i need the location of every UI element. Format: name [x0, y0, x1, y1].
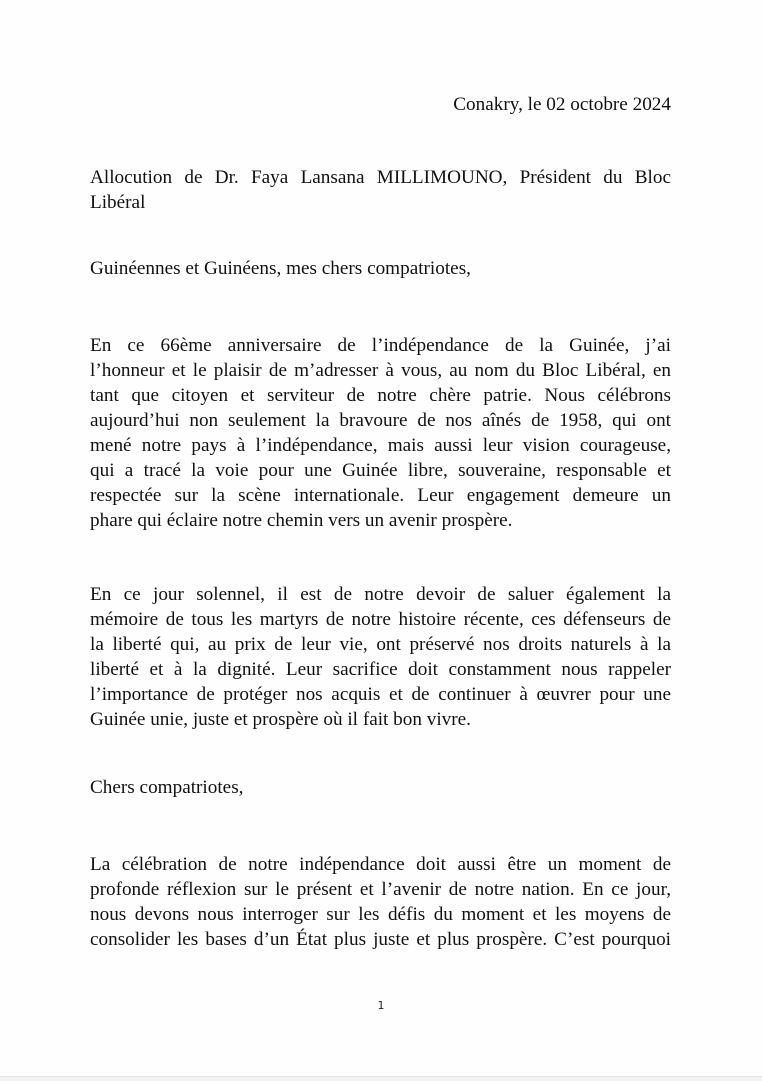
greeting — [90, 256, 671, 281]
paragraph-line: mémoire de tous les martyrs de notre histoire récente, ces défenseurs de — [90, 609, 671, 630]
paragraph-line: aujourd’hui non seulement la bravoure de nos aînés de 1958, qui ont — [90, 410, 671, 431]
page-number: 1 — [377, 999, 385, 1012]
paragraph-line: liberté et à la dignité. Leur sacrifice doit constamment nous rappeler — [90, 659, 671, 680]
paragraph-line: La célébration de notre indépendance doit aussi être un moment de — [90, 854, 671, 875]
title-line: Libéral — [90, 192, 146, 213]
page-bottom-edge — [0, 1076, 762, 1081]
salutation-line: Chers compatriotes, — [90, 777, 244, 798]
paragraph-line: nous devons nous interroger sur les défis du moment et les moyens de — [90, 904, 671, 925]
date-line: Conakry, le 02 octobre 2024 — [453, 94, 671, 115]
paragraph-line: l’honneur et le plaisir de m’adresser à vous, au nom du Bloc Libéral, en — [90, 360, 671, 381]
greeting-line: Guinéennes et Guinéens, mes chers compatriotes, — [90, 258, 471, 279]
paragraph-1 — [90, 333, 671, 533]
paragraph-line: Guinée unie, juste et prospère où il fait bon vivre. — [90, 709, 471, 730]
paragraph-line: l’importance de protéger nos acquis et de continuer à œuvrer pour une — [90, 684, 671, 705]
paragraph-line: phare qui éclaire notre chemin vers un avenir prospère. — [90, 510, 513, 531]
paragraph-line: consolider les bases d’un État plus juste et plus prospère. C’est pourquoi — [90, 929, 671, 950]
paragraph-3 — [90, 852, 671, 952]
paragraph-2 — [90, 582, 671, 732]
paragraph-line: En ce jour solennel, il est de notre devoir de saluer également la — [90, 584, 671, 605]
title-line: Allocution de Dr. Faya Lansana MILLIMOUNO, Président du Bloc — [90, 167, 671, 188]
paragraph-line: mené notre pays à l’indépendance, mais aussi leur vision courageuse, — [90, 435, 671, 456]
paragraph-line: profonde réflexion sur le présent et l’avenir de notre nation. En ce jour, — [90, 879, 671, 900]
speech-title — [90, 165, 671, 215]
paragraph-line: tant que citoyen et serviteur de notre chère patrie. Nous célébrons — [90, 385, 671, 406]
paragraph-line: respectée sur la scène internationale. Leur engagement demeure un — [90, 485, 671, 506]
salutation — [90, 775, 671, 800]
paragraph-line: qui a tracé la voie pour une Guinée libre, souveraine, responsable et — [90, 460, 671, 481]
paragraph-line: la liberté qui, au prix de leur vie, ont préservé nos droits naturels à la — [90, 634, 671, 655]
paragraph-line: En ce 66ème anniversaire de l’indépendance de la Guinée, j’ai — [90, 335, 671, 356]
